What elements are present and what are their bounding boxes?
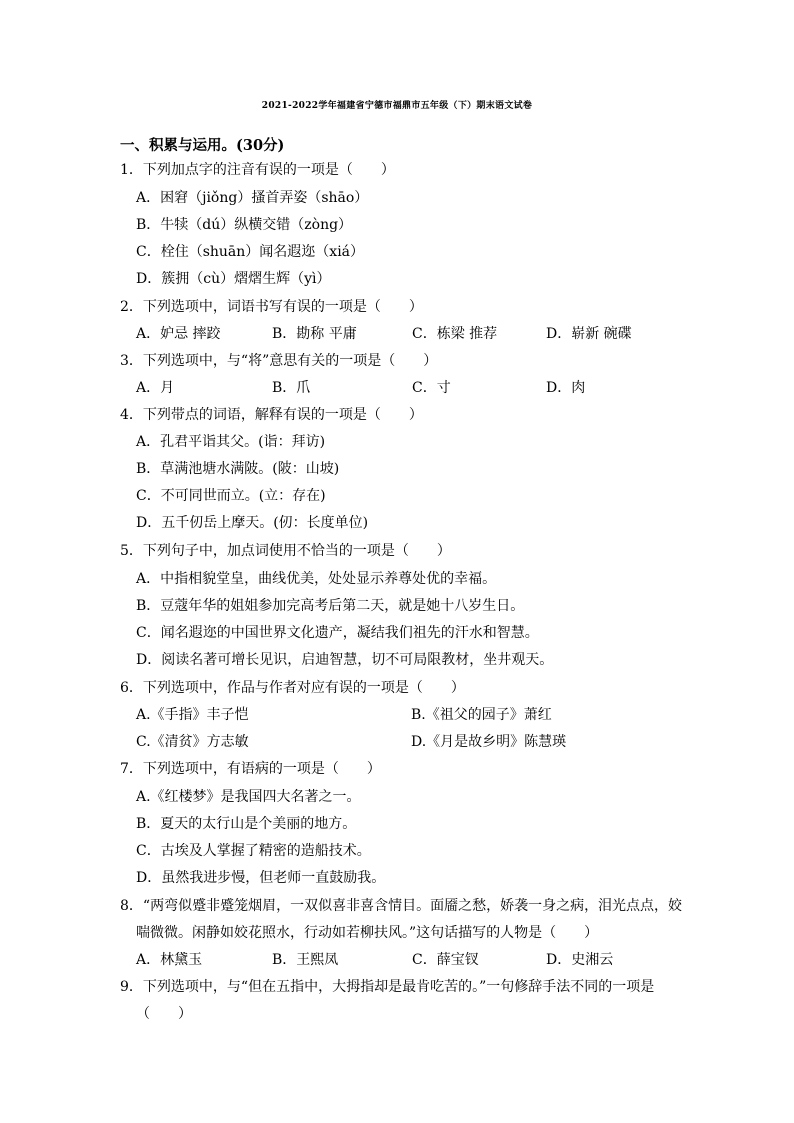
question-1-stem: 1．下列加点字的注音有误的一项是（ ） [120,162,395,178]
question-5-option-c[interactable]: C．闻名遐迩的中国世界文化遗产，凝结我们祖先的汗水和智慧。 [136,625,539,641]
question-1-option-a[interactable]: A．困窘（jiǒng）搔首弄姿（shāo） [136,190,369,206]
question-5-option-a[interactable]: A．中指相貌堂皇，曲线优美，处处显示养尊处优的幸福。 [136,571,497,587]
question-7-option-b[interactable]: B．夏天的太行山是个美丽的地方。 [136,816,357,832]
question-8-option-b[interactable]: B．王熙凤 [272,952,339,968]
question-3-option-b[interactable]: B．爪 [272,380,311,396]
question-9-stem: 9．下列选项中，与“但在五指中，大拇指却是最肯吃苦的。”一句修辞手法不同的一项是 [120,979,655,995]
question-2-option-a[interactable]: A．妒忌 摔跤 [136,326,221,342]
question-4-stem: 4．下列带点的词语，解释有误的一项是（ ） [120,407,423,423]
question-6-option-b[interactable]: B.《祖父的园子》萧红 [411,707,552,723]
question-3-option-a[interactable]: A．月 [136,380,175,396]
question-8-stem: 8．“两弯似蹙非蹙笼烟眉，一双似喜非喜含情目。面靥之愁，娇袭一身之病，泪光点点，姣 [120,898,683,914]
question-6-option-a[interactable]: A.《手指》丰子恺 [136,707,249,723]
question-8-stem-continued: 喘微微。闲静如姣花照水，行动如若柳扶风。”这句话描写的人物是（ ） [136,925,599,941]
section-heading: 一、积累与运用。(30分) [120,137,285,154]
question-4-option-d[interactable]: D．五千仞岳上摩天。(仞：长度单位) [136,515,369,531]
question-3-option-d[interactable]: D．肉 [546,380,586,396]
question-8-option-a[interactable]: A．林黛玉 [136,952,203,968]
question-8-option-d[interactable]: D．史湘云 [546,952,614,968]
question-4-option-c[interactable]: C．不可同世而立。(立：存在) [136,488,326,504]
question-8-option-c[interactable]: C．薛宝钗 [412,952,479,968]
question-5-option-d[interactable]: D．阅读名著可增长见识，启迪智慧，切不可局限教材，坐井观天。 [136,652,554,668]
question-5-option-b[interactable]: B．豆蔻年华的姐姐参加完高考后第二天，就是她十八岁生日。 [136,598,525,614]
question-5-stem: 5．下列句子中，加点词使用不恰当的一项是（ ） [120,543,451,559]
question-4-option-a[interactable]: A．孔君平诣其父。(诣：拜访) [136,434,326,450]
question-6-option-d[interactable]: D.《月是故乡明》陈慧瑛 [411,734,567,750]
question-1-option-d[interactable]: D．簇拥（cù）熠熠生辉（yì） [136,271,331,287]
question-7-stem: 7．下列选项中，有语病的一项是（ ） [120,761,381,777]
question-6-stem: 6．下列选项中，作品与作者对应有误的一项是（ ） [120,680,465,696]
question-7-option-c[interactable]: C．古埃及人掌握了精密的造船技术。 [136,843,371,859]
question-7-option-d[interactable]: D．虽然我进步慢，但老师一直鼓励我。 [136,870,386,886]
question-1-option-b[interactable]: B．牛犊（dú）纵横交错（zòng） [136,217,353,233]
question-2-option-b[interactable]: B．勘称 平庸 [272,326,357,342]
question-2-stem: 2．下列选项中，词语书写有误的一项是（ ） [120,299,423,315]
exam-title: 2021-2022学年福建省宁德市福鼎市五年级（下）期末语文试卷 [261,101,533,111]
question-7-option-a[interactable]: A.《红楼梦》是我国四大名著之一。 [136,789,361,805]
question-1-option-c[interactable]: C．栓住（shuān）闻名遐迩（xiá） [136,244,365,260]
question-2-option-d[interactable]: D．崭新 碗碟 [546,326,632,342]
question-4-option-b[interactable]: B．草满池塘水满陂。(陂：山坡) [136,461,340,477]
question-6-option-c[interactable]: C.《清贫》方志敏 [136,734,249,750]
question-3-stem: 3．下列选项中，与“将”意思有关的一项是（ ） [120,353,438,369]
question-2-option-c[interactable]: C．栋梁 推荐 [412,326,498,342]
question-9-stem-continued: （ ） [136,1006,192,1022]
question-3-option-c[interactable]: C．寸 [412,380,451,396]
